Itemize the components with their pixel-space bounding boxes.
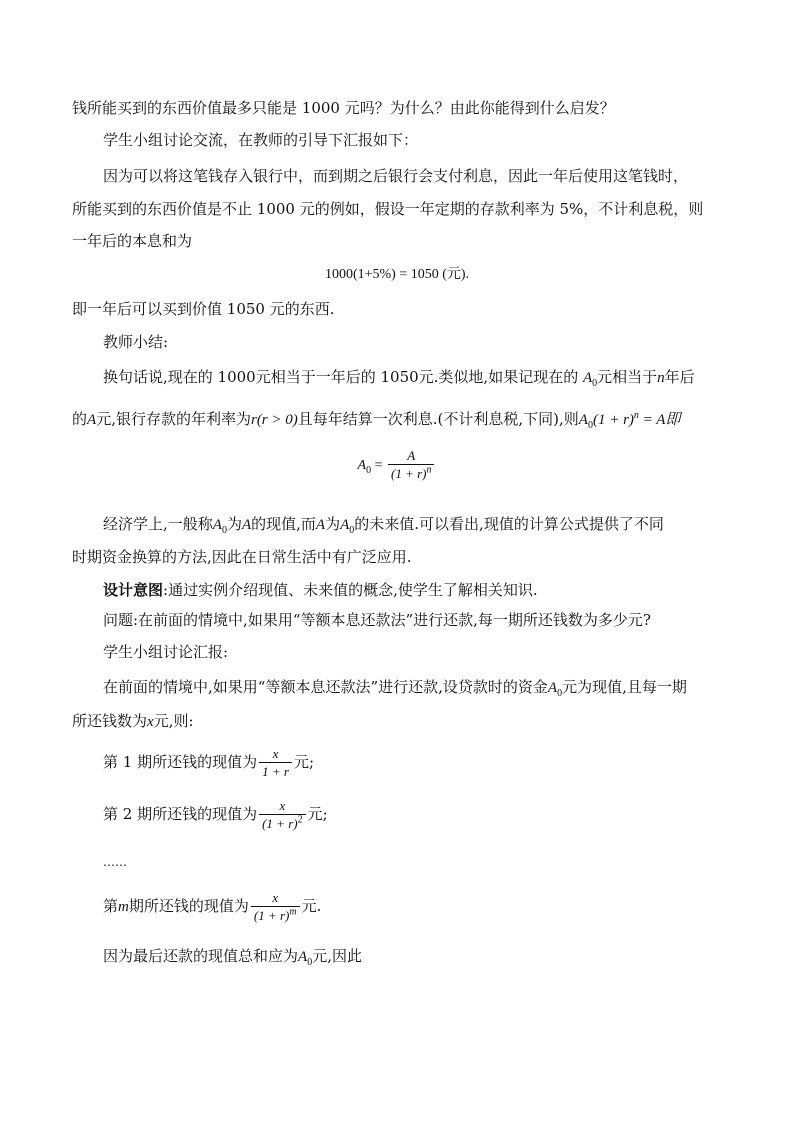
text-line: 即一年后可以买到价值 1050 元的东西.: [72, 300, 335, 318]
text-line: 学生小组讨论交流，在教师的引导下汇报如下：: [103, 131, 419, 149]
text-line: 因为最后还款的现值总和应为$A_0$元,因此: [103, 947, 362, 968]
text-line: 在前面的情境中,如果用“等额本息还款法”进行还款,设贷款时的资金$A_0$元为现值,且每一期: [103, 678, 687, 699]
period-1-value: 第 1 期所还钱的现值为 $\frac{x}{1 + r}$ 元;: [103, 746, 314, 779]
period-2-value: 第 2 期所还钱的现值为 $\frac{x}{(1 + r)^2}$ 元;: [103, 798, 328, 831]
text-line: 换句话说,现在的 1000元相当于一年后的 1050元.类似地,如果记现在的 $A_0$元相当于n年后: [103, 368, 695, 389]
fraction: $\frac{x}{(1 + r)^2}$: [259, 798, 306, 832]
text-line: 一年后的本息和为: [72, 232, 193, 250]
text-line: 所还钱数为x元,则:: [72, 712, 194, 730]
text-line: 教师小结:: [103, 333, 169, 351]
text-line: 时期资金换算的方法,因此在日常生活中有广泛应用.: [72, 548, 412, 566]
text-line: 所能买到的东西价值是不止 1000 元的例如，假设一年定期的存款利率为 5%，不计利息税，则: [72, 200, 704, 218]
text-line: 经济学上,一般称$A_0$为A的现值,而A为$A_0$的未来值.可以看出,现值的计算公式提供了不同: [103, 515, 664, 536]
fraction: $\frac{A}{(1 + r)^n}$: [388, 448, 435, 482]
formula-present-value: $A_0$ = $\frac{A}{(1 + r)^n}$: [0, 448, 794, 482]
text-line: 问题:在前面的情境中,如果用“等额本息还款法”进行还款,每一期所还钱数为多少元?: [103, 611, 651, 629]
text-line: 的A元,银行存款的年利率为r(r > 0)且每年结算一次利息.(不计利息税,下同),则$A_0(1 + r)^n = A$即: [72, 410, 681, 431]
equation-interest: 1000(1+5%) = 1050 (元).: [324, 267, 470, 282]
ellipsis: ……: [103, 855, 127, 869]
design-intent-label: 设计意图: [103, 581, 164, 599]
fraction: $\frac{x}{(1 + r)^m}$: [251, 890, 300, 924]
text-line: 钱所能买到的东西价值最多只能是 1000 元吗？为什么？由此你能得到什么启发？: [72, 99, 615, 117]
design-intent: 设计意图:通过实例介绍现值、未来值的概念,使学生了解相关知识.: [103, 581, 538, 599]
text-line: 学生小组讨论汇报:: [103, 643, 229, 661]
period-m-value: 第m期所还钱的现值为 $\frac{x}{(1 + r)^m}$ 元.: [103, 890, 322, 923]
fraction: $\frac{x}{1 + r}$: [259, 746, 292, 780]
text-line: 因为可以将这笔钱存入银行中，而到期之后银行会支付利息，因此一年后使用这笔钱时，: [103, 167, 689, 185]
